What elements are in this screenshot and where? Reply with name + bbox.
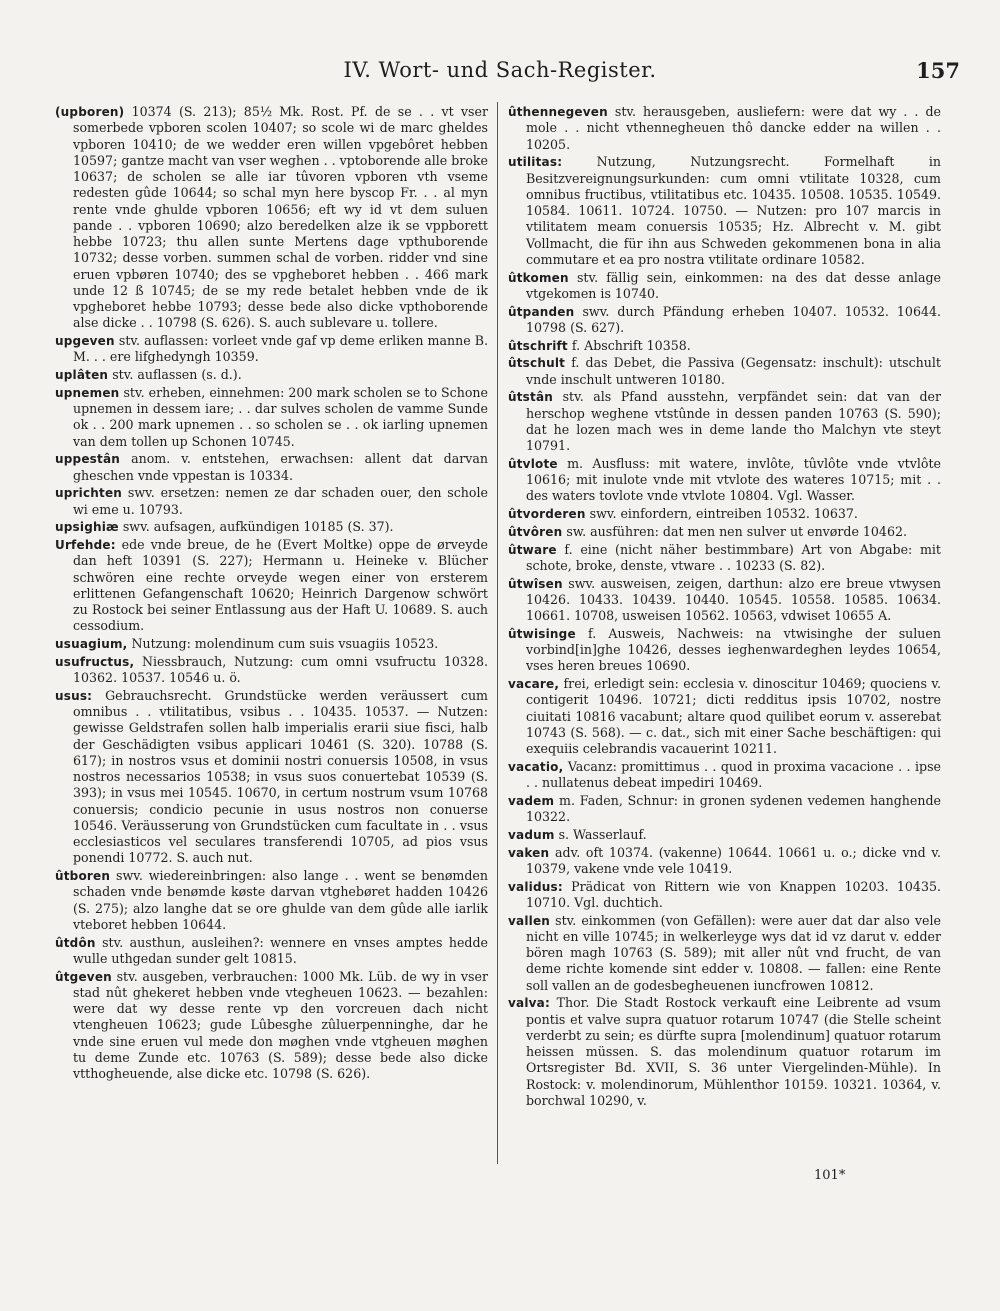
entry-headword: vadem	[508, 793, 555, 808]
entry-text: stv. auflassen: vorleet vnde gaf vp deme erliken manne B. M. . . ere lifghedyngh 10359.	[73, 333, 488, 365]
entry-text: f. eine (nicht näher bestimmbare) Art von Abgabe: mit schote, broke, denste, vtware . . 10233 (S. 82).	[526, 541, 941, 573]
entry-headword: ûtgeven	[55, 969, 112, 984]
entry-headword: ûtkomen	[508, 270, 569, 285]
entry-headword: ûtstân	[508, 390, 553, 405]
entry-headword: upnemen	[55, 385, 120, 400]
left-column	[55, 104, 488, 1266]
entry-headword: vaken	[508, 845, 550, 860]
register-entry	[508, 759, 941, 792]
entry-text: swv. ausweisen, zeigen, darthun: alzo ere breue vtwysen 10426. 10433. 10439. 10440. 10545. 10558. 10585. 10634. 10661. 10708, usweisen 10562. 10563, vdwiset 10655 A.	[526, 575, 941, 623]
page-number: 157	[916, 58, 960, 83]
entry-headword: vacare,	[508, 677, 560, 691]
entry-text: Nutzung, Nutzungsrecht. Formelhaft in Besitzvereignungsurkunden: cum omni vtilitate 10328, cum omnibus fructibus, vtilitatibus etc. 10435. 10508. 10535. 10549. 10584. 10611. 10724. 10750. — Nutzen: pro 107 marcis in vtilitatem meam conuersis 10535; Hz. Albrecht v. M. gibt Vollmacht, die für ihn aus Schweden gekommenen bona in alia commutare et ea pro nostra vtilitate ordinare 10582.	[526, 154, 941, 267]
entry-text: 10374 (S. 213); 85½ Mk. Rost. Pf. de se . . vt vser somerbede vpboren scolen 10407; so scole wi de marc gheldes vpboren 10410; de we wedder eren willen vpgebôret hebben 10597; gantze macht van vser weghen . . vptoborende alle broke 10637; de scholen se alle iar tûvoren vpboren vth vseme redesten gûde 10644; so schal myn here byscop Fr. . . al myn rente vnde ghulde vpboren 10656; eft wy id vt dem suluen pande . . vpboren 10690; alzo beredelken alze ik se vppborett hebbe 10723; thu allen sunte Mertens dage vpthuborende 10732; desse vorben. summen schal de vorben. ridder vnd sine eruen vpbøren 10740; des se vpgheboret hebben . . 466 mark unde 12 ß 10745; de se my rede betalet hebben vnde de ik vpgheboret hebbe 10793; desse bede also dicke vpthoborende alse dicke . . 10798 (S. 626). S. auch sublevare u. tollere.	[73, 104, 488, 331]
register-entry	[55, 385, 488, 450]
entry-text: f. Ausweis, Nachweis: na vtwisinghe der suluen vorbind[in]ghe 10426, desses ieghenwardeghen leydes 10654, vses heren breues 10690.	[526, 625, 941, 674]
register-entry	[55, 688, 488, 867]
entry-headword: ûtvorderen	[508, 507, 586, 521]
entry-headword: usuagium,	[55, 637, 128, 651]
entry-headword: (upboren)	[55, 105, 125, 119]
entry-text: stv. herausgeben, ausliefern: were dat wy . . de mole . . nicht vthennegheuen thô dancke edder na willen . . 10205.	[526, 104, 941, 152]
entry-headword: validus:	[508, 879, 563, 894]
entry-text: stv. einkommen (von Gefällen): were auer dat dar also vele nicht en ville 10745; in welkerleyge wys dat id vz darut v. edder bören magh 10763 (S. 589); mit aller nût vnd frucht, de van deme richte komende sint edder v. 10808. — fallen: eine Rente soll vallen an de godesbegheuenen iuncfrowen 10812.	[526, 912, 941, 993]
entry-headword: vadum	[508, 827, 555, 842]
register-entry	[55, 104, 488, 332]
entry-text: stv. als Pfand ausstehn, verpfändet sein: dat van der herschop weghene vtstûnde in dessen panden 10763 (S. 590); dat he lozen mach wes in deme lande tho Malchyn vte steyt 10791.	[526, 389, 941, 453]
register-entry	[508, 389, 941, 454]
register-entry	[508, 995, 941, 1109]
register-entry	[508, 845, 941, 878]
register-entry	[55, 868, 488, 933]
register-entry	[508, 506, 941, 522]
running-header	[40, 58, 960, 92]
register-entry	[508, 913, 941, 994]
entry-text: stv. erheben, einnehmen: 200 mark scholen se to Schone upnemen in dessem iare; . . dar sulves scholen de vamme Sunde ok . . 200 mark upnemen . . so scholen se . . ok iarling upnemen van dem tollen up Schonen 10745.	[73, 384, 488, 449]
entry-headword: upsighiæ	[55, 520, 119, 535]
entry-headword: ûtschrift	[508, 338, 568, 353]
register-entry	[508, 827, 941, 843]
register-entry	[508, 304, 941, 337]
entry-text: ede vnde breue, de he (Evert Moltke) oppe de ørveyde dan heft 10391 (S. 227); Hermann u. Heineke v. Blücher schwören eine rechte orveyde wegen einer von ersterem erlittenen Gefangenschaft 10620; Heinrich Dargenow schwört zu Rostock bei seiner Entlassung aus der Haft U. 10689. S. auch cessodium.	[73, 537, 488, 634]
register-entry	[55, 519, 488, 535]
register-entry	[55, 485, 488, 518]
entry-headword: ûtdôn	[55, 935, 96, 950]
entry-headword: usufructus,	[55, 654, 135, 669]
register-entry	[508, 542, 941, 575]
entry-text: Gebrauchsrecht. Grundstücke werden veräussert cum omnibus . . vtilitatibus, vsibus . . 10435. 10537. — Nutzen: gewisse Geldstrafen sollen halb imperialis erarii siue fisci, halb der Geschädigten vsibus applicari 10461 (S. 320). 10788 (S. 617); in nostros vsus et dominii nostri conuersis 10508, in vsus nostros necessarios 10538; in vsus suos conuertebat 10539 (S. 393); in vsus mei 10545. 10670, in certum nostrum vsum 10768 conuersis; condicio pecunie in usus nostros non conuerse 10546. Veräusserung von Grundstücken cum facultate in . . vsus ecclesiasticos vel seculares transferendi 10705, ad pios vsus ponendi 10772. S. auch nut.	[73, 687, 488, 866]
entry-headword: ûtware	[508, 542, 557, 557]
register-entry	[508, 626, 941, 675]
register-entry	[55, 935, 488, 968]
register-entry	[508, 104, 941, 153]
entry-text: f. Abschrift 10358.	[571, 337, 691, 353]
entry-text: Nutzung: molendinum cum suis vsuagiis 10523.	[131, 636, 439, 651]
entry-text: swv. einfordern, eintreiben 10532. 10637.	[589, 506, 858, 521]
entry-text: anom. v. entstehen, erwachsen: allent dat darvan gheschen vnde vppestan is 10334.	[73, 451, 488, 483]
entry-headword: ûthennegeven	[508, 105, 608, 119]
entry-headword: usus:	[55, 688, 93, 703]
entry-headword: vacatio,	[508, 759, 564, 774]
register-entry	[508, 879, 941, 912]
entry-text: swv. ersetzen: nemen ze dar schaden ouer, den schole wi eme u. 10793.	[73, 485, 488, 517]
entry-headword: valva:	[508, 996, 550, 1011]
entry-headword: uppestân	[55, 452, 120, 467]
entry-text: swv. wiedereinbringen: also lange . . went se benømden schaden vnde benømde køste darvan vtghebøret hadden 10426 (S. 275); alzo langhe dat se ore ghulde van dem gûde alle iarlik vteboret hebben 10644.	[73, 868, 488, 932]
register-entry	[508, 154, 941, 268]
entry-headword: uplâten	[55, 368, 109, 382]
entry-text: m. Faden, Schnur: in gronen sydenen vedemen hanghende 10322.	[526, 792, 941, 824]
entry-text: adv. oft 10374. (vakenne) 10644. 10661 u. o.; dicke vnd v. 10379, vakene vnde vele 10419.	[526, 844, 941, 876]
entry-text: Niessbrauch, Nutzung: cum omni vsufructu 10328. 10362. 10537. 10546 u. ö.	[73, 653, 488, 685]
entry-text: stv. ausgeben, verbrauchen: 1000 Mk. Lüb. de wy in vser stad nût ghekeret hebben vnde vtegheuen 10623. — bezahlen: were dat wy desse rente vp den vorcreuen dach nicht vtengheuen 10623; gude Lûbesghe zûluerpenninghe, dar he vnde sine eruen vul mede don møghen vnde vtgheuen møghen tu deme Zunde etc. 10763 (S. 589); desse bede also dicke vtthogheuende, alse dicke etc. 10798 (S. 626).	[73, 968, 488, 1081]
register-entry	[55, 654, 488, 687]
entry-text: frei, erledigt sein: ecclesia v. dinoscitur 10469; quociens v. contigerit 10496. 10721; dicti redditus ipsis 10702, nostre ciuitati 10816 vacabunt; altare quod quilibet eorum v. asserebat 10743 (S. 568). — c. dat., sich mit einer Sache beschäftigen: qui exequiis celebrandis vacauerint 10211.	[526, 676, 941, 756]
register-entry	[55, 451, 488, 484]
register-entry	[55, 969, 488, 1083]
entry-text: m. Ausfluss: mit watere, invlôte, tûvlôte vnde vtvlôte 10616; mit inulote vnde mit vtvlote des wateres 10715; mit . . des waters tovlote vnde vtvlote 10804. Vgl. Wasser.	[526, 455, 941, 504]
sheet-signature: 101*	[814, 1168, 846, 1183]
entry-headword: ûtvôren	[508, 524, 563, 539]
entry-headword: upgeven	[55, 334, 115, 348]
right-column	[508, 104, 941, 1266]
entry-text: sw. ausführen: dat men nen sulver ut envørde 10462.	[566, 523, 907, 539]
page-title: IV. Wort- und Sach-Register.	[343, 58, 657, 82]
entry-headword: Urfehde:	[55, 538, 116, 552]
register-entry	[508, 338, 941, 354]
register-entry	[508, 270, 941, 303]
register-entry	[508, 576, 941, 625]
register-entry	[55, 367, 488, 383]
entry-text: stv. auflassen (s. d.).	[112, 367, 242, 382]
entry-text: s. Wasserlauf.	[558, 826, 647, 842]
entry-text: f. das Debet, die Passiva (Gegensatz: inschult): utschult vnde inschult untweren 10180.	[526, 355, 941, 387]
entry-text: stv. austhun, ausleihen?: wennere en vnses amptes hedde wulle uthgedan sunder gelt 10815.	[73, 934, 488, 966]
register-entry	[55, 333, 488, 366]
register-entry	[508, 676, 941, 757]
register-entry	[55, 537, 488, 635]
entry-headword: ûtvlote	[508, 456, 558, 471]
entry-text: stv. fällig sein, einkommen: na des dat desse anlage vtgekomen is 10740.	[526, 269, 941, 301]
register-entry	[508, 524, 941, 540]
entry-headword: ûtpanden	[508, 304, 575, 319]
register-entry	[508, 456, 941, 505]
entry-text: swv. durch Pfändung erheben 10407. 10532. 10644. 10798 (S. 627).	[526, 303, 941, 335]
entry-headword: ûtwîsen	[508, 576, 563, 591]
entry-headword: ûtboren	[55, 869, 111, 883]
entry-headword: utilitas:	[508, 155, 563, 170]
entry-headword: ûtschult	[508, 356, 566, 371]
entry-headword: ûtwisinge	[508, 626, 576, 641]
entry-text: Vacanz: promittimus . . quod in proxima vacacione . . ipse . . nullatenus debeat impediri 10469.	[526, 758, 941, 790]
register-entry	[55, 636, 488, 652]
column-divider	[497, 102, 498, 1164]
entry-text: Prädicat von Rittern wie von Knappen 10203. 10435. 10710. Vgl. duchtich.	[526, 878, 941, 910]
entry-headword: uprichten	[55, 486, 123, 501]
entry-text: Thor. Die Stadt Rostock verkauft eine Leibrente ad vsum pontis et valve supra quatuor rotarum 10747 (die Stelle scheint verderbt zu sein; es dürfte supra [molendinum] quatuor rotarum heissen müssen. S. das molendinum quatuor rotarum im Ortsregister Bd. XVII, S. 36 unter Viergelinden-Mühle). In Rostock: v. molendinorum, Mühlenthor 10159. 10321. 10364, v. borchwal 10290, v.	[526, 995, 941, 1108]
entry-headword: vallen	[508, 913, 551, 928]
entry-text: swv. aufsagen, aufkündigen 10185 (S. 37).	[122, 519, 394, 535]
register-entry	[508, 355, 941, 388]
register-entry	[508, 793, 941, 826]
